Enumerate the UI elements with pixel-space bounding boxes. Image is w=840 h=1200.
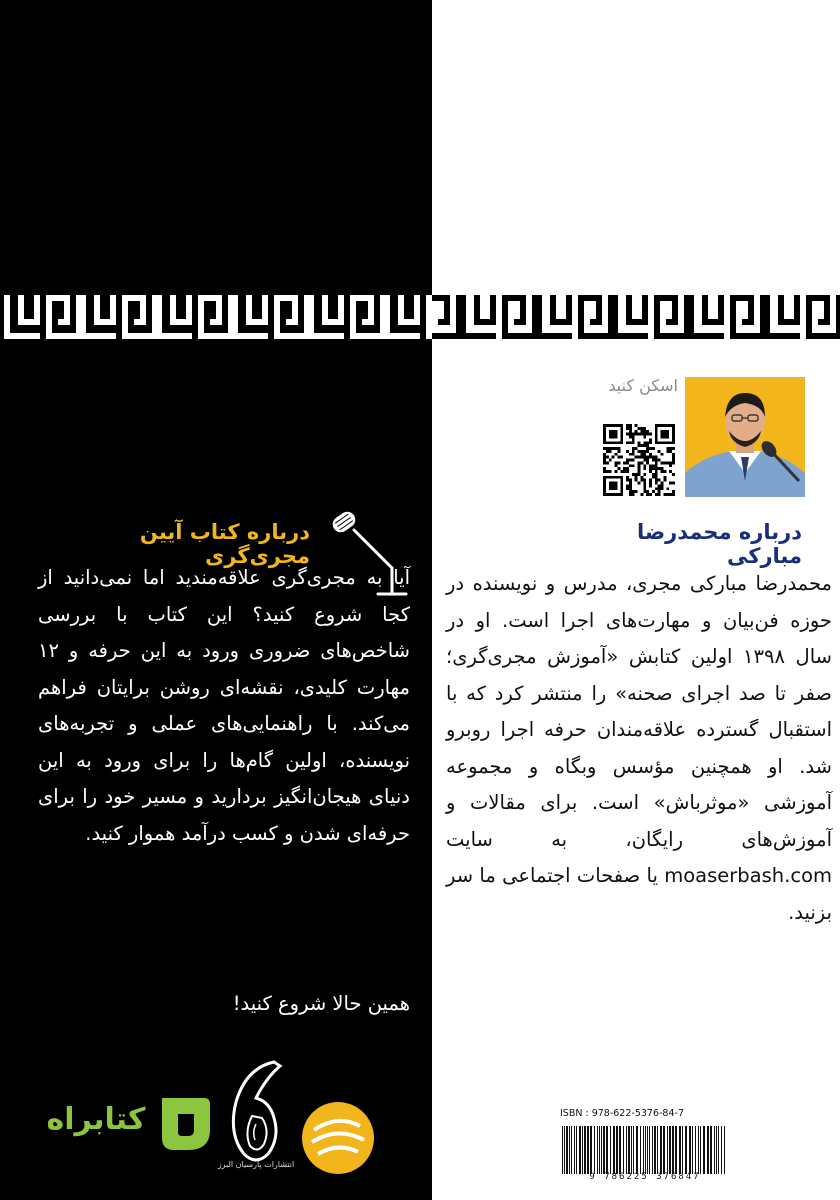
isbn-label: ISBN : 978-622-5376-84-7 bbox=[560, 1108, 684, 1119]
book-cta: همین حالا شروع کنید! bbox=[232, 992, 410, 1015]
isbn-barcode bbox=[560, 1126, 730, 1174]
ketabrah-wordmark: کتابراه bbox=[46, 1102, 146, 1137]
book-heading: درباره کتاب آیین مجری‌گری bbox=[139, 520, 310, 568]
book-description: آیا به مجری‌گری علاقه‌مندید اما نمی‌دانید از کجا شروع کنید؟ این کتاب با بررسی شاخص‌های ضروری ورود به این حرفه و ۱۲ مهارت کلیدی، نقشه‌ای روشن برایتان فراهم می‌کند. با راهنمایی‌های عملی و تجربه‌های نویسنده، اولین گام‌ها را برای ورود به این دنیای هیجان‌انگیز بردارید و مسیر خود را برای حرفه‌ای شدن و کسب درآمد هموار کنید. bbox=[38, 566, 410, 845]
isbn-barcode-digits: 9 786225 376847 bbox=[589, 1172, 701, 1182]
alborz-publisher-name: انتشارات پارسیان البرز bbox=[217, 1160, 295, 1169]
qr-code-icon[interactable] bbox=[603, 424, 675, 496]
alborz-publisher-logo bbox=[226, 1058, 284, 1168]
moaserbash-logo bbox=[300, 1100, 376, 1176]
kufic-pattern-band bbox=[0, 295, 840, 339]
scan-label: اسکن کنید bbox=[608, 376, 678, 395]
author-bio: محمدرضا مبارکی مجری، مدرس و نویسنده در حوزه فن‌بیان و مهارت‌های اجرا است. او در سال ۱۳۹۸ اولین کتابش «آموزش مجری‌گری؛ صفر تا صد اجرای صحنه» را منتشر کرد که با استقبال گسترده علاقه‌مندان حرفه اجرا روبرو شد. او همچنین مؤسس وبگاه و مجموعه آموزشی «موثرباش» است. برای مقالات و آموزش‌های رایگان، به سایت moaserbash.com یا صفحات اجتماعی ما سر بزنید. bbox=[446, 572, 833, 924]
author-heading: درباره محمدرضا مبارکی bbox=[636, 520, 802, 568]
author-photo bbox=[685, 377, 805, 497]
